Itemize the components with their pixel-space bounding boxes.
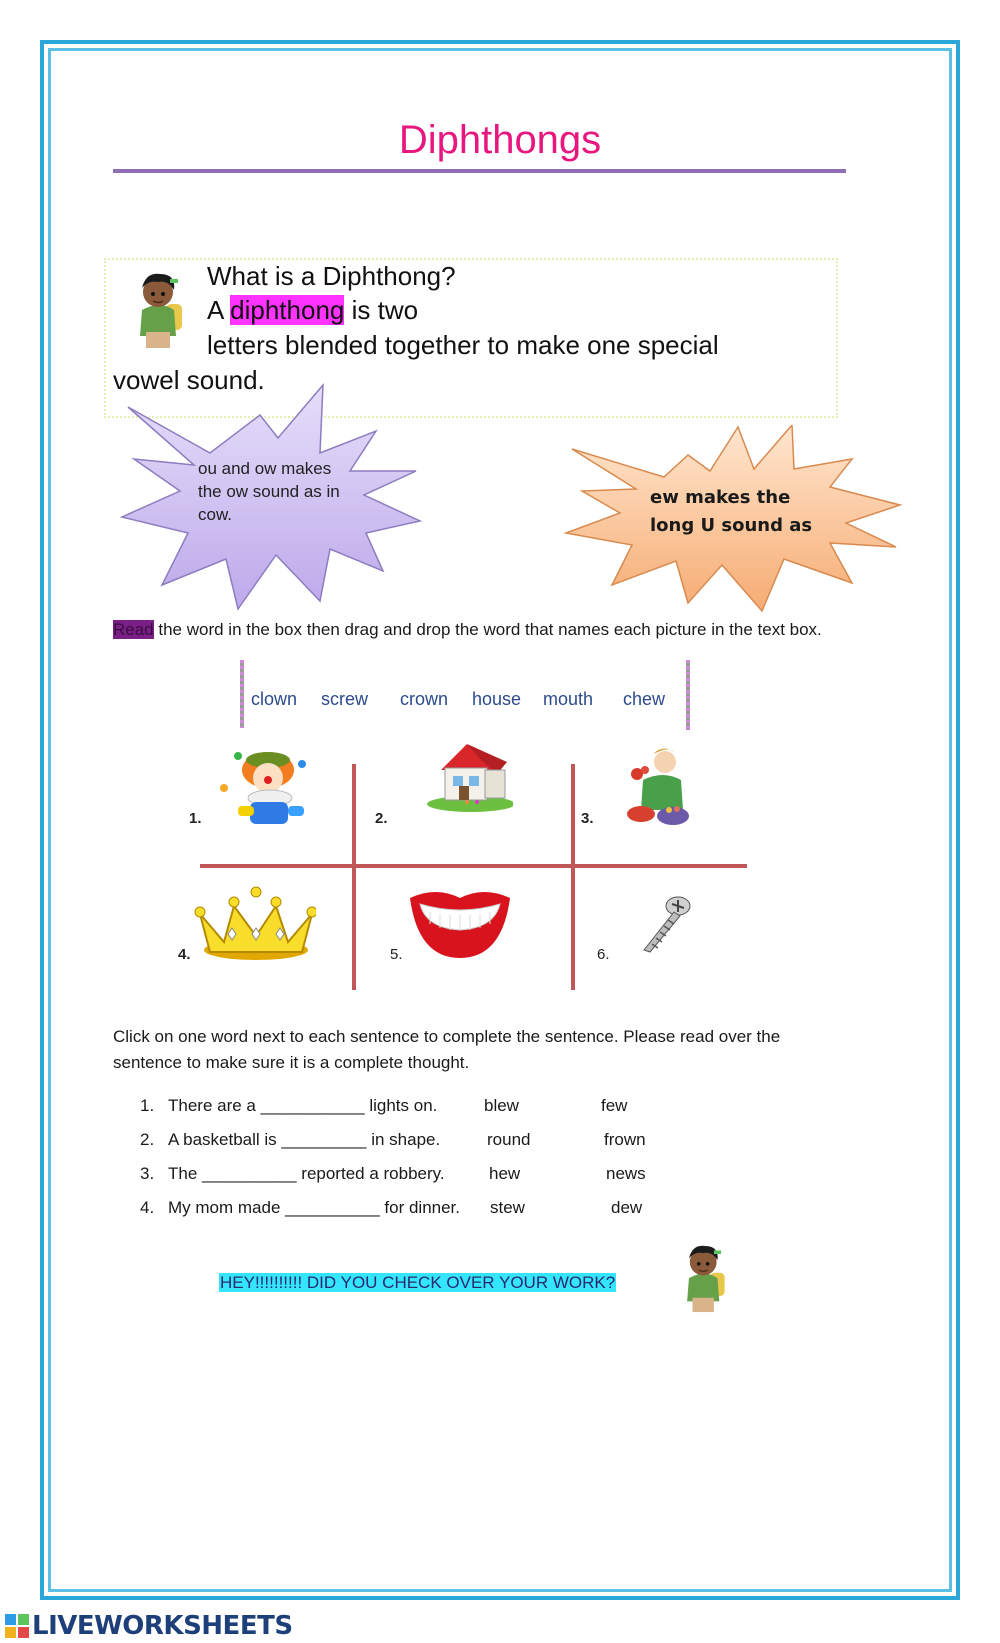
instruction-keyword: Read [113,620,154,639]
purple-star-line-3: cow. [198,505,233,524]
clown-picture [210,748,310,828]
chewing-boy-picture [623,744,693,828]
word-bank-crown[interactable]: crown [400,689,449,709]
sentence-3-option-2[interactable]: news [606,1164,646,1183]
picture-number-1: 1. [189,810,202,827]
reminder-banner [219,1273,616,1293]
picture-number-3: 3. [581,810,594,827]
sentence-text-3: The __________ reported a robbery. [168,1164,445,1183]
brand-logo[interactable] [4,1611,293,1641]
picture-number-2: 2. [375,810,388,827]
sentence-1-option-2[interactable]: few [601,1096,628,1115]
definition-article: A [207,295,231,325]
definition-line-3: letters blended together to make one special [207,330,719,360]
word-bank-screw[interactable]: screw [321,689,369,709]
sentence-2-option-1[interactable]: round [487,1130,531,1149]
brand-name: LIVEWORKSHEETS [32,1611,293,1641]
word-bank-right-border [686,660,690,730]
definition-question: What is a Diphthong? [207,261,456,291]
orange-star-line-1: ew makes the [650,487,791,508]
word-bank-house[interactable]: house [472,689,522,709]
brand-blocks-icon [4,1613,30,1639]
grid-line-vertical-1 [352,764,356,990]
student-avatar-icon [132,270,188,352]
sentence-instruction-line-1: Click on one word next to each sentence to complete the sentence. Please read over the [113,1027,781,1046]
definition-line-2-end: is two [344,295,419,325]
page-title: Diphthongs [398,118,602,162]
picture-number-4: 4. [178,946,191,963]
orange-star-line-2: long U sound as [650,515,813,536]
purple-star-line-2: the ow sound as in [198,482,340,501]
definition-line-4: vowel sound. [113,365,265,395]
sentence-2-option-2[interactable]: frown [604,1130,646,1149]
word-bank-chew[interactable]: chew [623,689,666,709]
sentence-text-2: A basketball is _________ in shape. [168,1130,441,1149]
sentence-text-1: There are a ___________ lights on. [168,1096,438,1115]
definition-keyword: diphthong [230,295,345,325]
crown-picture [194,884,316,964]
sentence-3-option-1[interactable]: hew [489,1164,521,1183]
mouth-picture [406,888,514,960]
sentence-number-1: 1. [140,1096,155,1115]
sentence-instruction-line-2: sentence to make sure it is a complete thought. [113,1053,470,1072]
sentence-number-3: 3. [140,1164,155,1183]
drag-instruction [113,620,822,640]
student-avatar-bottom-icon [680,1238,730,1320]
sentence-number-2: 2. [140,1130,155,1149]
picture-number-5: 5. [390,946,403,963]
house-picture [423,740,513,812]
picture-number-6: 6. [597,946,610,963]
word-bank-mouth[interactable]: mouth [543,689,594,709]
sentence-number-4: 4. [140,1198,155,1217]
purple-star-line-1: ou and ow makes [198,459,332,478]
sentence-4-option-2[interactable]: dew [611,1198,643,1217]
word-bank-left-border [240,660,244,728]
instruction-text: the word in the box then drag and drop the word that names each picture in the text box. [153,620,822,639]
sentence-text-4: My mom made __________ for dinner. [168,1198,461,1217]
grid-line-vertical-2 [571,764,575,990]
definition-line-2 [207,292,418,328]
screw-picture [638,890,694,956]
reminder-text: HEY!!!!!!!!!! DID YOU CHECK OVER YOUR WORK? [220,1273,616,1292]
title-underline [113,169,846,173]
sentence-4-option-1[interactable]: stew [490,1198,525,1217]
sentence-1-option-1[interactable]: blew [484,1096,519,1115]
grid-line-horizontal [200,864,747,868]
word-bank-clown[interactable]: clown [251,689,298,709]
